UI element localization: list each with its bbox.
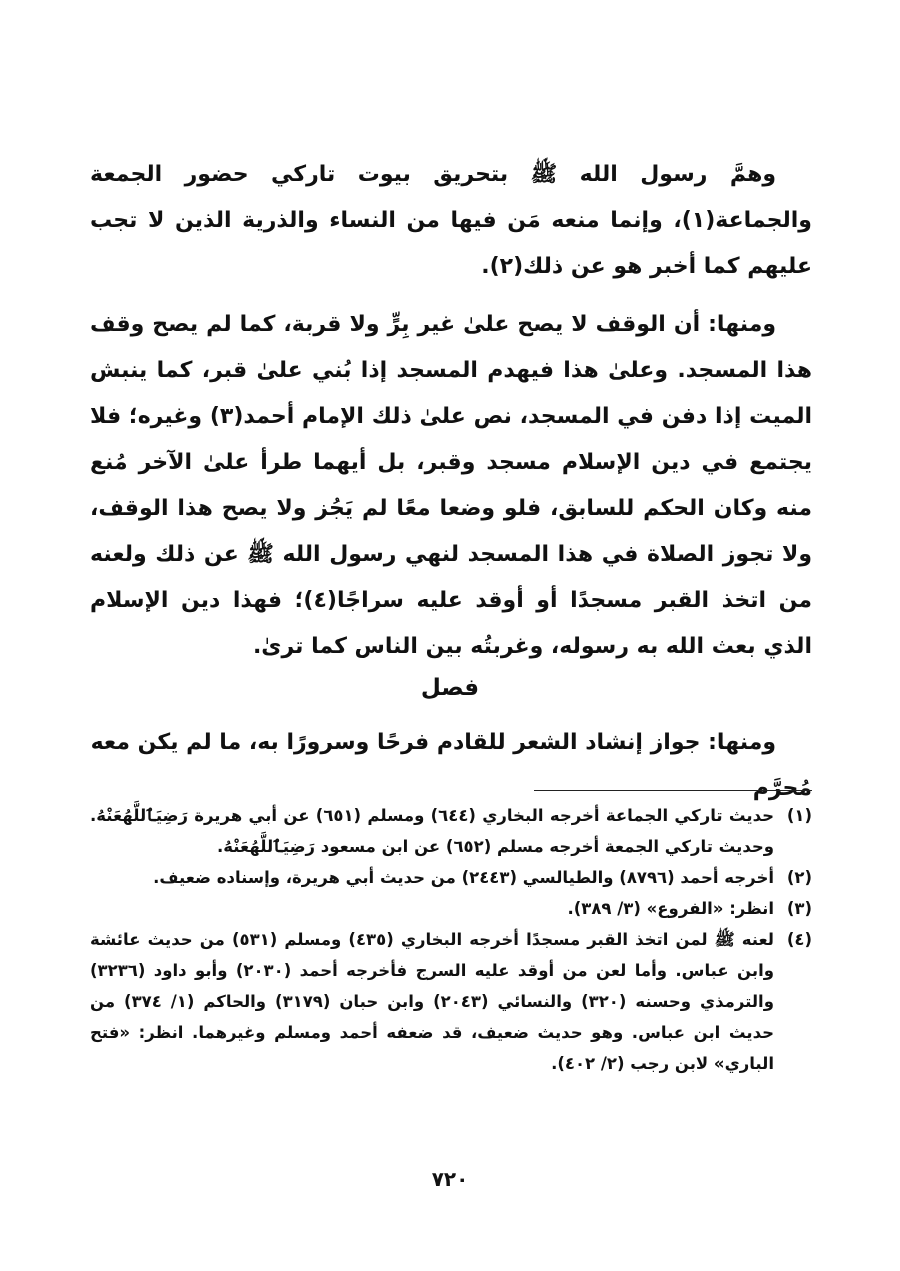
body-paragraph-2: ومنها: أن الوقف لا يصح علىٰ غير بِرٍّ ولا قربة، كما لم يصح وقف هذا المسجد. وعلىٰ هذا فيهدم المسجد إذا بُني علىٰ قبر، كما ينبش الميت إذا دفن في المسجد، نص علىٰ ذلك الإمام أحمد(٣) وغيره؛ فلا يجتمع في دين الإسلام مسجد وقبر، بل أيهما طرأ علىٰ الآخر مُنع منه وكان الحكم للسابق، فلو وضعا معًا لم يَجُز ولا يصح هذا الوقف، ولا تجوز الصلاة في هذا المسجد لنهي رسول الله ﷺ عن ذلك ولعنه من اتخذ القبر مسجدًا أو أوقد عليه سراجًا(٤)؛ فهذا دين الإسلام الذي بعث الله به رسوله، وغربتُه بين الناس كما ترىٰ.	[90, 312, 812, 659]
footnote-text: أخرجه أحمد (٨٧٩٦) والطيالسي (٢٤٤٣) من حديث أبي هريرة، وإسناده ضعيف.	[153, 868, 774, 887]
footnote-text: انظر: «الفروع» (٣/ ٣٨٩).	[567, 899, 774, 918]
footnote-text: لعنه ﷺ لمن اتخذ القبر مسجدًا أخرجه البخاري (٤٣٥) ومسلم (٥٣١) من حديث عائشة وابن عباس. وأما لعن من أوقد عليه السرج فأخرجه أحمد (٢٠٣٠) وأبو داود (٣٢٣٦) والترمذي وحسنه (٣٢٠) والنسائي (٢٠٤٣) وابن حبان (٣١٧٩) والحاكم (١/ ٣٧٤) من حديث ابن عباس. وهو حديث ضعيف، قد ضعفه أحمد ومسلم وغيرهما. انظر: «فتح الباري» لابن رجب (٢/ ٤٠٢).	[90, 930, 775, 1073]
footnote-2	[90, 862, 812, 893]
footnote-3	[90, 893, 812, 924]
body-paragraph-1: وهمَّ رسول الله ﷺ بتحريق بيوت تاركي حضور الجمعة والجماعة(١)، وإنما منعه مَن فيها من النساء والذرية الذين لا تجب عليهم كما أخبر هو عن ذلك(٢).	[90, 162, 812, 279]
footnote-divider	[534, 790, 812, 791]
footnote-1	[90, 800, 812, 862]
body-paragraph-3: ومنها: جواز إنشاد الشعر للقادم فرحًا وسرورًا به، ما لم يكن معه مُحرَّم	[90, 730, 812, 801]
footnote-number: (٤)	[786, 930, 812, 949]
section-heading: فصل	[420, 675, 480, 701]
footnote-4	[90, 924, 812, 1079]
footnote-text: حديث تاركي الجماعة أخرجه البخاري (٦٤٤) ومسلم (٦٥١) عن أبي هريرة رَضِيَٱللَّهُعَنْهُ. وحديث تاركي الجمعة أخرجه مسلم (٦٥٢) عن ابن مسعود رَضِيَٱللَّهُعَنْهُ.	[90, 806, 774, 856]
main-text-block	[90, 152, 812, 670]
footnote-number: (٣)	[786, 899, 812, 918]
footnotes-list	[90, 800, 812, 1079]
page-number: ٧٢٠	[431, 1167, 469, 1191]
footnote-number: (٢)	[786, 868, 812, 887]
footnote-number: (١)	[786, 806, 812, 825]
